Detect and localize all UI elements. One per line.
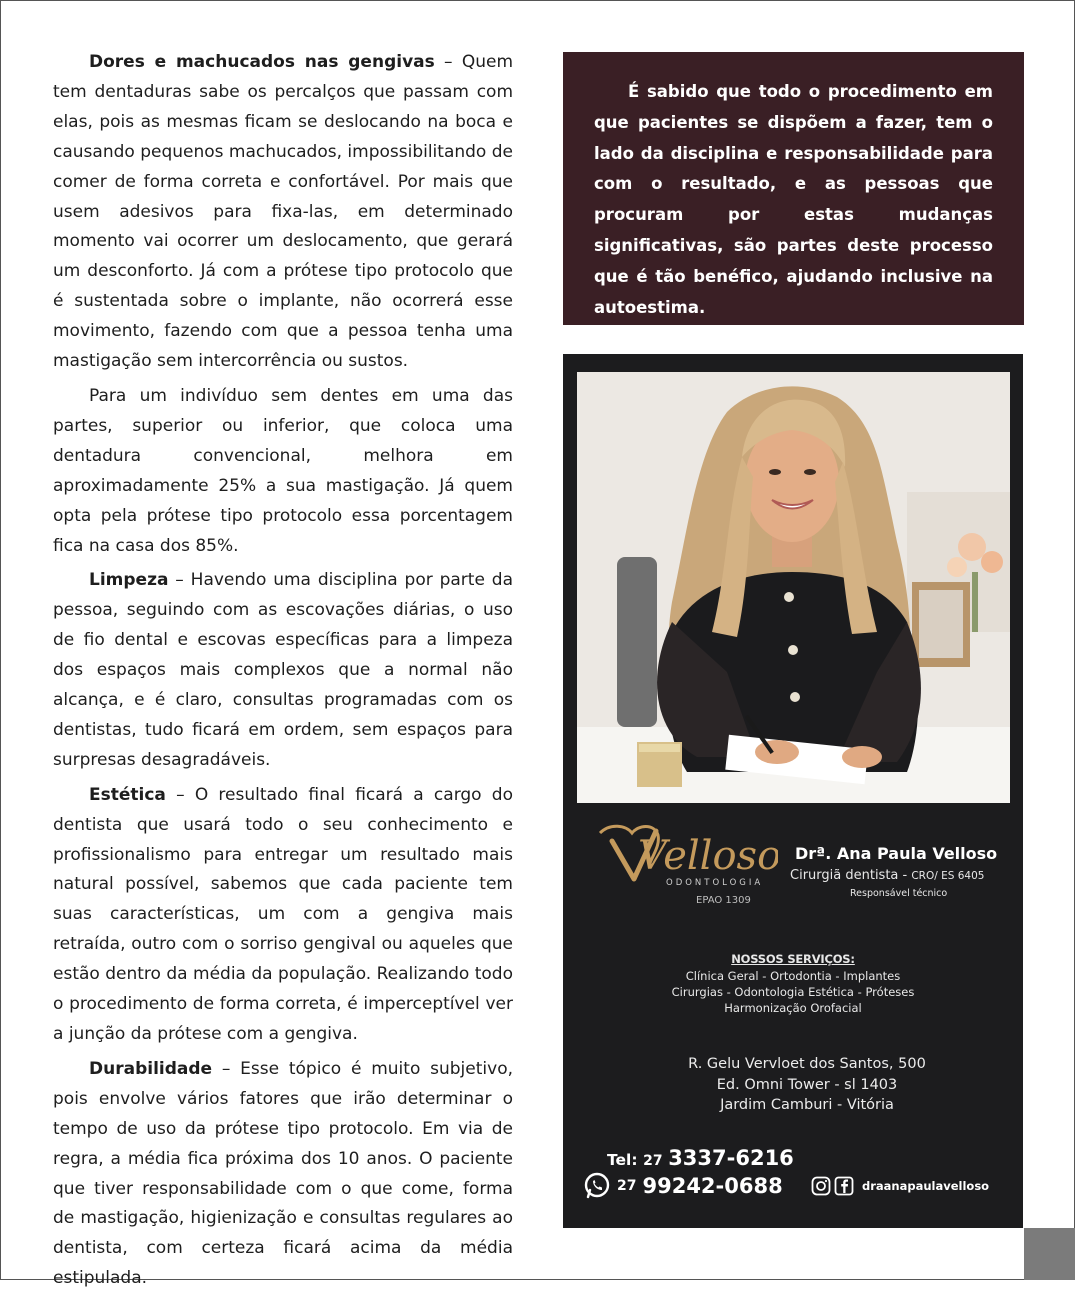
body-limpeza: – Havendo uma disciplina por parte da pessoa, seguindo com as escovações diárias, o uso de fio dental e escovas específicas para a limpeza dos espaços mais complexos que a normal não alcança, e é claro, consultas programadas com os dentistas, tudo ficará em ordem, sem espaços para surpresas desagradáveis. (53, 570, 513, 770)
instagram-icon[interactable] (811, 1176, 831, 1196)
services-line: Cirurgias - Odontologia Estética - Próteses (671, 985, 915, 999)
dentist-illustration (577, 372, 1010, 803)
tooth-logo-icon (598, 819, 778, 909)
address-line: Jardim Camburi - Vitória (720, 1097, 894, 1113)
services-line: Clínica Geral - Ortodontia - Implantes (685, 969, 901, 983)
heading-durabilidade: Durabilidade (89, 1058, 213, 1079)
heading-dores: Dores e machucados nas gengivas (89, 52, 435, 72)
epao-number: EPAO 1309 (696, 895, 751, 906)
telephone-row (607, 1146, 794, 1170)
body-mastigacao: Para um indivíduo sem dentes em uma das partes, superior ou inferior, que coloca uma dentadura convencional, melhora em aproximadamente 25% a sua mastigação. Já quem opta pela prótese tipo protocolo essa porcentagem fica na casa dos 85%. (53, 385, 513, 556)
body-durabilidade: – Esse tópico é muito subjetivo, pois envolve vários fatores que irão determinar o tempo de uso da prótese tipo protocolo. Em via de regra, a média fica próxima dos 10 anos. O paciente que tiver responsabilidade com o que come, forma de mastigação, higienização e consultas regulares ao dentista, com certeza ficará acima da média estipulada. (53, 1058, 513, 1289)
doctor-cro: CRO/ ES 6405 (911, 870, 985, 882)
quote-text: É sabido que todo o procedimento em que pacientes se dispõem a fazer, tem o lado da disciplina e responsabilidade para com o resultado, e as pessoas que procuram por estas mudanças significativas, são partes deste processo que é tão benéfico, ajudando inclusive na autoestima. (594, 82, 993, 317)
whatsapp-area-code: 27 (617, 1178, 637, 1194)
logo-brand-text: Velloso (638, 833, 778, 879)
services-section (563, 952, 1023, 1016)
tel-label: Tel: (607, 1151, 638, 1169)
body-dores: – Quem tem dentaduras sabe os percalços que passam com elas, pois as mesmas ficam se deslocando na boca e causando pequenos machucados, impossibilitando de comer de forma correta e confortável. Por mais que usem adesivos para fixa-las, em determinado momento vai ocorrer um deslocamento, que gerará um desconforto. Já com a prótese tipo protocolo que é sustentada sobre o implante, não ocorrerá esse movimento, fazendo com que a pessoa tenha uma mastigação sem intercorrência ou sustos. (53, 52, 513, 372)
article-column (53, 48, 513, 1299)
body-estetica: – O resultado final ficará a cargo do dentista que usará todo o seu conhecimento e profissionalismo para entregar um resultado mais natural possível, sabemos que cada paciente tem suas características, um com a gengiva mais retraída, outro com o sorriso gengival ou aqueles que estão dentro da média da população. Realizando todo o procedimento de forma correta, é imperceptível ver a junção da prótese com a gengiva. (53, 784, 513, 1044)
velloso-logo (598, 819, 778, 909)
address-line: R. Gelu Vervloet dos Santos, 500 (688, 1056, 926, 1072)
paragraph-mastigacao (53, 382, 513, 561)
whatsapp-row (583, 1172, 783, 1200)
tel-number[interactable]: 3337-6216 (668, 1146, 794, 1170)
services-title: NOSSOS SERVIÇOS: (731, 952, 855, 966)
doctor-responsibility: Responsável técnico (850, 888, 948, 899)
address-block (563, 1054, 1051, 1116)
address-line: Ed. Omni Tower - sl 1403 (716, 1076, 898, 1093)
whatsapp-number[interactable]: 99242-0688 (642, 1174, 783, 1198)
doctor-title (790, 868, 984, 883)
advertisement-card (563, 354, 1023, 1228)
dentist-photo (577, 372, 1010, 803)
heading-estetica: Estética (89, 784, 166, 805)
quote-box (563, 52, 1024, 325)
doctor-role: Cirurgiã dentista - (790, 868, 912, 883)
paragraph-limpeza (53, 566, 513, 775)
doctor-name: Drª. Ana Paula Velloso (795, 844, 998, 863)
social-handle[interactable]: draanapaulavelloso (862, 1179, 990, 1193)
services-line: Harmonização Orofacial (724, 1001, 862, 1015)
heading-limpeza: Limpeza (89, 570, 169, 591)
logo-sub-text: ODONTOLOGIA (666, 878, 764, 888)
whatsapp-icon (583, 1172, 611, 1200)
corner-block (1024, 1228, 1075, 1280)
social-row (811, 1176, 989, 1196)
tel-area-code: 27 (643, 1153, 663, 1169)
facebook-icon[interactable] (834, 1176, 854, 1196)
paragraph-estetica (53, 781, 513, 1050)
paragraph-durabilidade (53, 1055, 513, 1294)
paragraph-dores (53, 48, 513, 377)
